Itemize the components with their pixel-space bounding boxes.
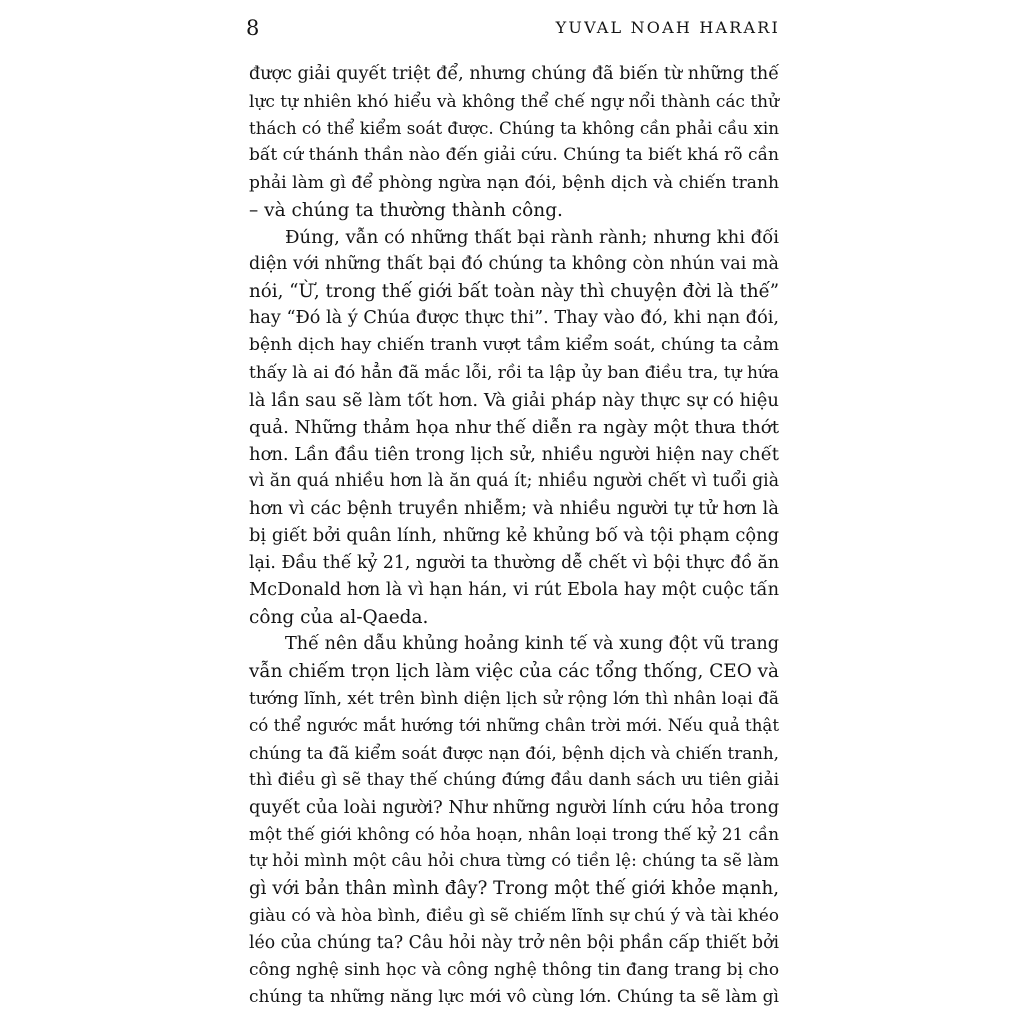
text-line: quyết của loài người? Như những người lính cứu hỏa trong xyxy=(249,796,780,818)
text-line: bất cứ thánh thần nào đến giải cứu. Chúng ta biết khá rõ cần xyxy=(249,145,779,166)
text-line: là lần sau sẽ làm tốt hơn. Và giải pháp này thực sự có hiệu xyxy=(249,389,779,411)
text-line: chúng ta đã kiểm soát được nạn đói, bệnh dịch và chiến tranh, xyxy=(249,742,779,763)
text-line: giàu có và hòa bình, điều gì sẽ chiếm lĩnh sự chú ý và tài khéo xyxy=(249,905,779,926)
text-line: lại. Đầu thế kỷ 21, người ta thường dễ chết vì bội thực đồ ăn xyxy=(249,552,779,573)
text-line: Đúng, vẫn có những thất bại rành rành; nhưng khi đối xyxy=(285,226,779,248)
text-line: tự hỏi mình một câu hỏi chưa từng có tiền lệ: chúng ta sẽ làm xyxy=(249,851,779,872)
text-line: công nghệ sinh học và công nghệ thông tin đang trang bị cho xyxy=(249,959,780,980)
text-line: thách có thể kiểm soát được. Chúng ta không cần phải cầu xin xyxy=(249,118,779,139)
text-line: thấy là ai đó hẳn đã mắc lỗi, rồi ta lập ủy ban điều tra, tự hứa xyxy=(249,362,779,383)
text-line: thì điều gì sẽ thay thế chúng đứng đầu danh sách ưu tiên giải xyxy=(249,769,779,790)
paragraph xyxy=(249,61,779,224)
text-line: tướng lĩnh, xét trên bình diện lịch sử rộng lớn thì nhân loại đã xyxy=(249,688,779,709)
text-line: vẫn chiếm trọn lịch làm việc của các tổng thống, CEO và xyxy=(249,661,779,683)
text-line: McDonald hơn là vì hạn hán, vi rút Ebola hay một cuộc tấn xyxy=(249,579,779,600)
text-line: léo của chúng ta? Câu hỏi này trở nên bội phần cấp thiết bởi xyxy=(249,932,779,953)
text-line: có thể ngước mắt hướng tới những chân trời mới. Nếu quả thật xyxy=(249,716,779,736)
text-line: hơn. Lần đầu tiên trong lịch sử, nhiều người hiện nay chết xyxy=(249,443,779,465)
text-line: hơn vì các bệnh truyền nhiễm; và nhiều người tự tử hơn là xyxy=(249,498,779,520)
text-line: vì ăn quá nhiều hơn là ăn quá ít; nhiều người chết vì tuổi già xyxy=(249,471,779,492)
text-line: một thế giới không có hỏa hoạn, nhân loại trong thế kỷ 21 cần xyxy=(249,823,779,844)
body-text xyxy=(249,61,779,1011)
text-line: lực tự nhiên khó hiểu và không thể chế ngự nổi thành các thử xyxy=(249,91,779,112)
paragraph-list xyxy=(249,61,779,1011)
text-line: nói, “Ừ, trong thế giới bất toàn này thì chuyện đời là thế” xyxy=(249,281,780,303)
text-line: quả. Những thảm họa như thế diễn ra ngày một thưa thớt xyxy=(249,416,779,438)
text-line: – và chúng ta thường thành công. xyxy=(249,199,563,221)
text-line: chúng ta những năng lực mới vô cùng lớn. Chúng ta sẽ làm gì xyxy=(249,986,779,1007)
text-line: được giải quyết triệt để, nhưng chúng đã biến từ những thế xyxy=(249,64,779,84)
text-line: hay “Đó là ý Chúa được thực thi”. Thay vào đó, khi nạn đói, xyxy=(249,308,779,329)
running-head: YUVAL NOAH HARARI xyxy=(555,18,780,37)
text-line: bệnh dịch hay chiến tranh vượt tầm kiểm soát, chúng ta cảm xyxy=(249,335,779,356)
text-line: gì với bản thân mình đây? Trong một thế giới khỏe mạnh, xyxy=(249,878,779,900)
paragraph xyxy=(249,631,779,1011)
text-line: Thế nên dẫu khủng hoảng kinh tế và xung đột vũ trang xyxy=(285,633,779,654)
text-line: bị giết bởi quân lính, những kẻ khủng bố và tội phạm cộng xyxy=(249,525,779,547)
text-line: công của al-Qaeda. xyxy=(249,606,429,628)
paragraph xyxy=(249,224,779,631)
text-line: diện với những thất bại đó chúng ta không còn nhún vai mà xyxy=(249,253,779,274)
page-number: 8 xyxy=(246,16,260,40)
text-line: phải làm gì để phòng ngừa nạn đói, bệnh dịch và chiến tranh xyxy=(249,172,779,193)
